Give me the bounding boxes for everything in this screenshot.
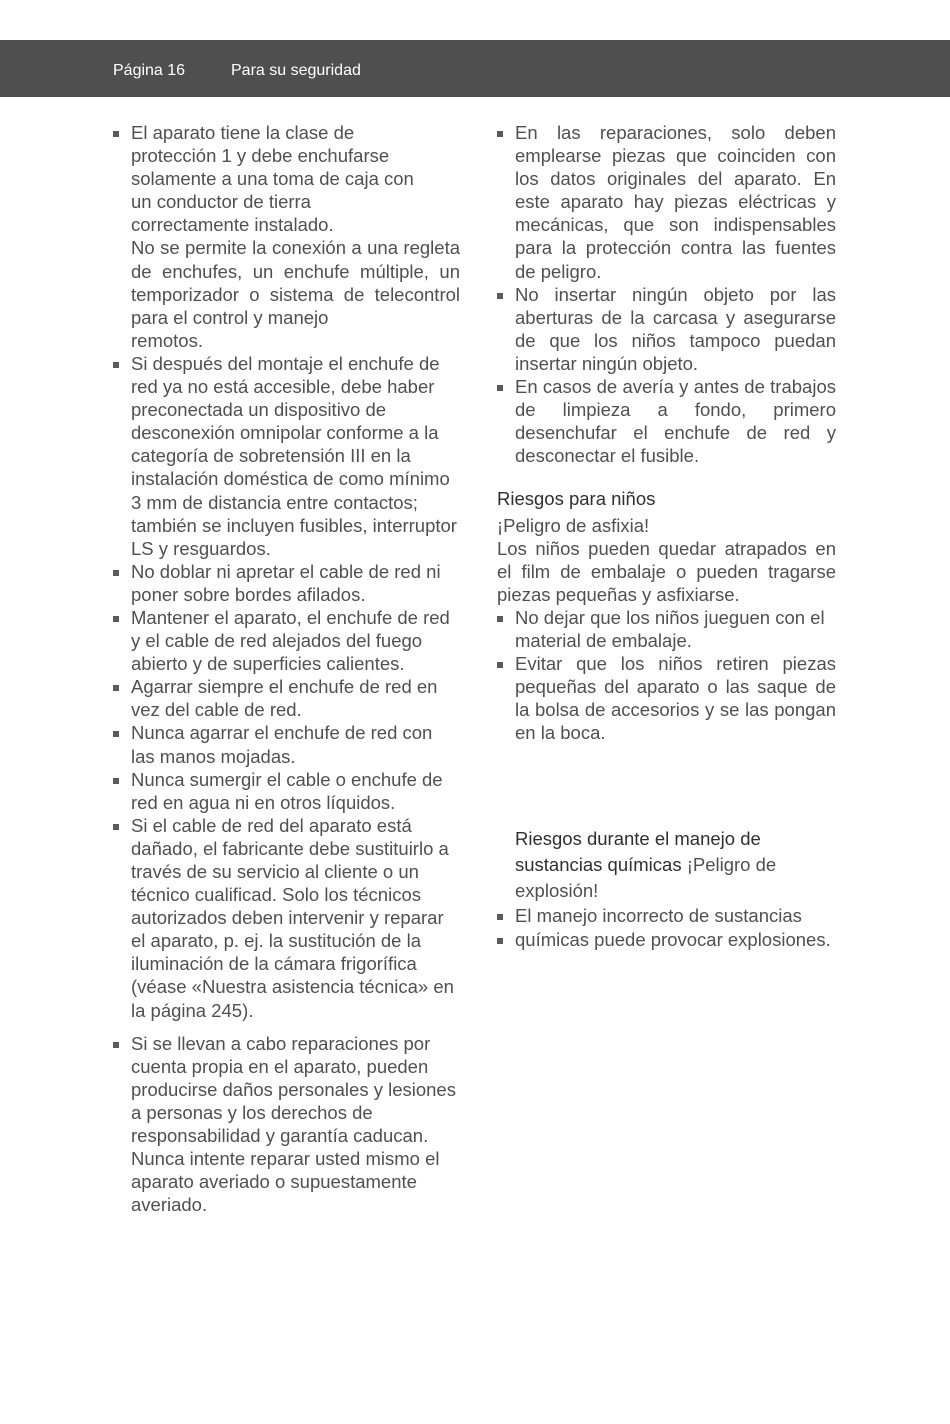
list-item-text: químicas puede provocar explosiones. bbox=[515, 928, 831, 950]
list-item-line: solamente a una toma de caja con bbox=[131, 168, 414, 190]
square-bullet-icon bbox=[497, 385, 503, 391]
list-item bbox=[497, 928, 836, 951]
list-item-text: Si después del montaje el enchufe de red ya no está accesible, debe haber preconectada un dispositivo de desconexión omnipolar conforme a la categoría de sobretensión III en la instalación doméstica de como mínimo 3 mm de distancia entre contactos; también se incluyen fusibles, interruptor LS y resguardos. bbox=[131, 352, 457, 559]
right-column bbox=[497, 121, 836, 951]
chemicals-list bbox=[497, 904, 836, 950]
safety-list-right bbox=[497, 121, 836, 467]
square-bullet-icon bbox=[497, 914, 503, 920]
list-item-line: No se permite la conexión a una regleta de enchufes, un enchufe múltiple, un temporizador o sistema de telecontrol para el control y manejo bbox=[131, 237, 460, 328]
list-item bbox=[113, 606, 460, 675]
list-item bbox=[497, 652, 836, 744]
square-bullet-icon bbox=[113, 616, 119, 622]
list-item-text: El manejo incorrecto de sustancias bbox=[515, 905, 802, 927]
chemicals-heading-line-1: Riesgos durante el manejo de bbox=[515, 828, 761, 850]
list-item-text: Agarrar siempre el enchufe de red en vez del cable de red. bbox=[131, 676, 438, 721]
list-item-line: El aparato tiene la clase de bbox=[131, 122, 355, 143]
list-item-text: No doblar ni apretar el cable de red ni poner sobre bordes afilados. bbox=[131, 560, 441, 605]
list-item-line: correctamente instalado. bbox=[131, 214, 334, 236]
list-item-text: No dejar que los niños jueguen con el material de embalaje. bbox=[515, 606, 825, 651]
square-bullet-icon bbox=[113, 131, 119, 137]
list-item-text: Si se llevan a cabo reparaciones por cuenta propia en el aparato, pueden producirse daños personales y lesiones a personas y los derechos de responsabilidad y garantía caducan. Nunca intente reparar usted mismo el aparato averiado o supuestamente averiado. bbox=[131, 1032, 456, 1216]
square-bullet-icon bbox=[113, 778, 119, 784]
list-item-text: No insertar ningún objeto por las aberturas de la carcasa y asegurarse de que los niños tampoco puedan insertar ningún objeto. bbox=[515, 283, 836, 374]
square-bullet-icon bbox=[497, 616, 503, 622]
list-item-text: Evitar que los niños retiren piezas pequeñas del aparato o las saque de la bolsa de accesorios y se las pongan en la boca. bbox=[515, 653, 836, 744]
list-item bbox=[497, 606, 836, 652]
warning-text: explosión! bbox=[515, 880, 599, 902]
list-item bbox=[113, 560, 460, 606]
square-bullet-icon bbox=[113, 731, 119, 737]
square-bullet-icon bbox=[113, 362, 119, 368]
square-bullet-icon bbox=[113, 824, 119, 830]
list-item bbox=[497, 121, 836, 283]
intro-paragraph: Los niños pueden quedar atrapados en el film de embalaje o pueden tragarse piezas pequeñas y asfixiarse. bbox=[497, 537, 836, 605]
list-item-text: Mantener el aparato, el enchufe de red y el cable de red alejados del fuego abierto y de superficies calientes. bbox=[131, 606, 450, 675]
list-item bbox=[113, 121, 460, 352]
chemicals-heading-line-2 bbox=[515, 852, 836, 878]
list-item-text: En las reparaciones, solo deben emplearse piezas que coinciden con los datos originales del aparato. En este aparato hay piezas eléctricas y mecánicas, que son indispensables para la protección contra las fuentes de peligro. bbox=[515, 122, 836, 282]
list-item bbox=[113, 814, 460, 1022]
list-item-text: Nunca sumergir el cable o enchufe de red en agua ni en otros líquidos. bbox=[131, 768, 443, 813]
chemicals-section bbox=[497, 826, 836, 904]
list-item-text: Si el cable de red del aparato está dañado, el fabricante debe sustituirlo a través de su servicio al cliente o un técnico cualificad. Solo los técnicos autorizados deben intervenir y reparar el aparato, p. ej. la sustitución de la iluminación de la cámara frigorífica (véase «Nuestra asistencia técnica» en la página 245). bbox=[131, 814, 454, 1021]
list-item-line: remotos. bbox=[131, 329, 203, 351]
list-item bbox=[497, 904, 836, 927]
warning-text: ¡Peligro de asfixia! bbox=[497, 514, 650, 536]
list-item bbox=[497, 375, 836, 467]
square-bullet-icon bbox=[497, 938, 503, 944]
square-bullet-icon bbox=[113, 685, 119, 691]
list-item-line: un conductor de tierra bbox=[131, 191, 311, 213]
list-item bbox=[113, 768, 460, 814]
section-heading-children: Riesgos para niños bbox=[497, 488, 656, 510]
safety-list-left bbox=[113, 121, 460, 1216]
square-bullet-icon bbox=[497, 293, 503, 299]
warning-text: ¡Peligro de bbox=[686, 854, 777, 876]
list-item bbox=[497, 283, 836, 375]
list-item bbox=[113, 675, 460, 721]
left-column bbox=[113, 121, 460, 1216]
list-item-text: En casos de avería y antes de trabajos de limpieza a fondo, primero desenchufar el enchufe de red y desconectar el fusible. bbox=[515, 376, 836, 467]
square-bullet-icon bbox=[497, 662, 503, 668]
children-list bbox=[497, 606, 836, 745]
list-item bbox=[113, 1032, 460, 1217]
list-item-text: Nunca agarrar el enchufe de red con las manos mojadas. bbox=[131, 722, 433, 767]
list-item bbox=[113, 352, 460, 560]
square-bullet-icon bbox=[113, 1042, 119, 1048]
chemicals-heading: sustancias químicas bbox=[515, 854, 682, 876]
square-bullet-icon bbox=[113, 570, 119, 576]
list-item bbox=[113, 721, 460, 767]
square-bullet-icon bbox=[497, 131, 503, 137]
page-header bbox=[0, 40, 950, 97]
section-title: Para su seguridad bbox=[231, 62, 361, 79]
list-item-line: protección 1 y debe enchufarse bbox=[131, 145, 390, 167]
page-number: Página 16 bbox=[113, 62, 186, 79]
